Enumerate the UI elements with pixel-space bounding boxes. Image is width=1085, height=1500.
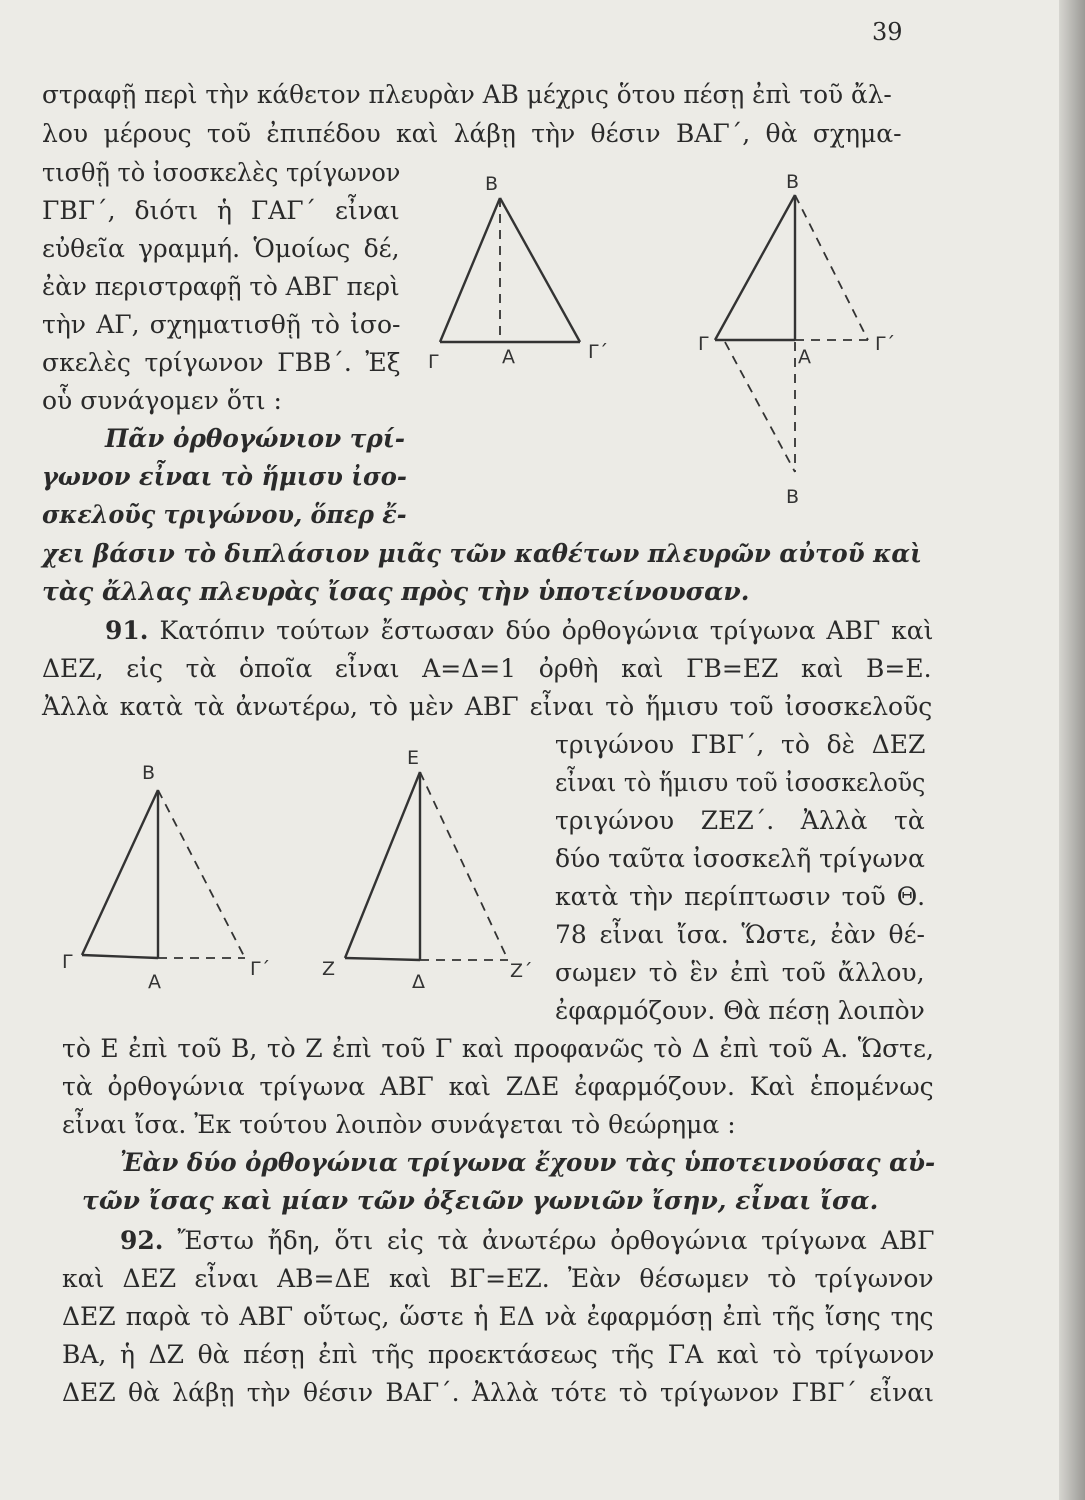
fig3-label-g: Γ — [62, 951, 73, 973]
line-text: ἐὰν περιστραφῇ τὸ ΑΒΓ περὶ — [42, 272, 400, 301]
line-text: δύο ταῦτα ἰσοσκελῆ τρίγωνα — [555, 844, 925, 873]
fig2-label-g-prime: Γ΄ — [875, 333, 896, 355]
line-text: λου μέρους τοῦ ἐπιπέδου καὶ λάβῃ τὴν θέσιν ΒΑΓ΄, θὰ σχημα- — [42, 119, 902, 148]
line-text: σωμεν τὸ ἓν ἐπὶ τοῦ ἄλλου, — [555, 958, 925, 987]
line-text: τριγώνου ΖΕΖ΄. Ἀλλὰ τὰ — [555, 806, 925, 835]
fig2-dashed-bg-prime — [795, 195, 868, 340]
page-number: 39 — [872, 18, 903, 46]
fig2-label-a: Α — [798, 346, 811, 368]
fig4-label-d: Δ — [412, 971, 425, 993]
fig3-dashed-bg-prime — [158, 790, 245, 958]
line-text: στραφῇ περὶ τὴν κάθετον πλευρὰν ΑΒ μέχρις ὅτου πέσῃ ἐπὶ τοῦ ἄλ- — [42, 80, 892, 109]
line-text: Ἀλλὰ κατὰ τὰ ἀνωτέρω, τὸ μὲν ΑΒΓ εἶναι τὸ ἥμισυ τοῦ ἰσοσκελοῦς — [42, 692, 933, 721]
line-text: Κατόπιν τούτων ἔστωσαν δύο ὀρθογώνια τρίγωνα ΑΒΓ καὶ — [148, 616, 934, 645]
line-text: ΓΒΓ΄, διότι ἡ ΓΑΓ΄ εἶναι — [42, 196, 400, 225]
fig4-label-z-prime: Ζ΄ — [510, 960, 533, 982]
fig1-side-bg — [440, 198, 500, 342]
fig2-dashed-gb-prime — [725, 342, 795, 472]
fig3-label-a: Α — [148, 971, 161, 993]
line-text: γωνον εἶναι τὸ ἥμισυ ἰσο- — [42, 462, 407, 491]
paragraph-number: 92. — [120, 1226, 164, 1255]
line-text: ἐφαρμόζουν. Θὰ πέσῃ λοιπὸν — [555, 996, 925, 1025]
fig1-label-b: Β — [485, 173, 499, 195]
fig2-label-g: Γ — [698, 333, 709, 355]
line-text: οὗ συνάγομεν ὅτι : — [42, 386, 282, 415]
line-text: τὰς ἄλλας πλευρὰς ἴσας πρὸς τὴν ὑποτείνουσαν. — [42, 577, 750, 606]
fig3-label-b: Β — [142, 762, 156, 784]
fig4-side-ez — [345, 772, 420, 958]
line-text: ΔΕΖ παρὰ τὸ ΑΒΓ οὕτως, ὥστε ἡ ΕΔ νὰ ἐφαρμόσῃ ἐπὶ τῆς ἴσης της — [62, 1302, 934, 1331]
fig1-side-bg-prime — [500, 198, 580, 342]
line-text: τὰ ὀρθογώνια τρίγωνα ΑΒΓ καὶ ΖΔΕ ἐφαρμόζουν. Καὶ ἑπομένως — [62, 1072, 934, 1101]
line-text: σκελὲς τρίγωνον ΓΒΒ΄. Ἐξ — [42, 348, 401, 377]
line-text: χει βάσιν τὸ διπλάσιον μιᾶς τῶν καθέτων πλευρῶν αὐτοῦ καὶ — [42, 539, 922, 568]
figure-2-rotated-triangle — [698, 171, 895, 508]
fig4-label-e: Ε — [407, 747, 420, 769]
figure-1-isosceles-triangle — [428, 173, 608, 373]
fig4-label-z: Ζ — [322, 958, 336, 980]
line-text: κατὰ τὴν περίπτωσιν τοῦ Θ. — [555, 882, 926, 911]
fig2-label-b: Β — [786, 171, 800, 193]
line-text: ΔΕΖ, εἰς τὰ ὁποῖα εἶναι Α=Δ=1 ὀρθὴ καὶ ΓΒ=ΕΖ καὶ Β=Ε. — [42, 654, 932, 683]
line-text: εἶναι ἴσα. Ἐκ τούτου λοιπὸν συνάγεται τὸ θεώρημα : — [62, 1110, 736, 1139]
fig2-side-bg — [715, 195, 795, 340]
fig1-label-g-prime: Γ΄ — [588, 341, 609, 363]
fig1-label-a: Α — [502, 346, 515, 368]
fig3-label-g-prime: Γ΄ — [250, 958, 271, 980]
line-text: ΒΑ, ἡ ΔΖ θὰ πέσῃ ἐπὶ τῆς προεκτάσεως τῆς ΓΑ καὶ τὸ τρίγωνον — [62, 1340, 935, 1369]
line-text: τριγώνου ΓΒΓ΄, τὸ δὲ ΔΕΖ — [555, 730, 926, 759]
fig4-side-zd — [345, 958, 420, 960]
line-text: τῶν ἴσας καὶ μίαν τῶν ὀξειῶν γωνιῶν ἴσην, εἶναι ἴσα. — [82, 1186, 879, 1215]
line-text: καὶ ΔΕΖ εἶναι ΑΒ=ΔΕ καὶ ΒΓ=ΕΖ. Ἐὰν θέσωμεν τὸ τρίγωνον — [62, 1264, 934, 1293]
figure-4-triangle-dez — [322, 747, 533, 993]
line-text: τισθῇ τὸ ἰσοσκελὲς τρίγωνον — [42, 158, 401, 187]
fig1-label-g: Γ — [428, 351, 439, 373]
line-text: ΔΕΖ θὰ λάβῃ τὴν θέσιν ΒΑΓ΄. Ἀλλὰ τότε τὸ τρίγωνον ΓΒΓ΄ εἶναι — [62, 1378, 934, 1407]
paragraph-number: 91. — [105, 616, 149, 645]
fig3-side-bg — [82, 790, 158, 955]
line-text: σκελοῦς τριγώνου, ὅπερ ἔ- — [42, 500, 407, 529]
fig2-label-b-bottom: Β — [786, 486, 800, 508]
line-text: τὴν ΑΓ, σχηματισθῇ τὸ ἰσο- — [42, 310, 401, 339]
figure-3-triangle-abg — [62, 762, 270, 993]
line-text: τὸ Ε ἐπὶ τοῦ Β, τὸ Ζ ἐπὶ τοῦ Γ καὶ προφανῶς τὸ Δ ἐπὶ τοῦ Α. Ὥστε, — [62, 1034, 934, 1063]
fig3-side-ga — [82, 955, 158, 958]
fig4-dashed-ez-prime — [420, 772, 508, 960]
line-text: Ἔστω ἤδη, ὅτι εἰς τὰ ἀνωτέρω ὀρθογώνια τρίγωνα ΑΒΓ — [163, 1226, 935, 1255]
line-text: εὐθεῖα γραμμή. Ὁμοίως δέ, — [42, 234, 400, 263]
line-text: 78 εἶναι ἴσα. Ὥστε, ἐὰν θέ- — [555, 920, 926, 949]
line-text: Πᾶν ὀρθογώνιον τρί- — [105, 424, 405, 453]
line-text: Ἐὰν δύο ὀρθογώνια τρίγωνα ἔχουν τὰς ὑποτεινούσας αὐ- — [120, 1148, 936, 1177]
line-text: εἶναι τὸ ἥμισυ τοῦ ἰσοσκελοῦς — [555, 768, 926, 797]
